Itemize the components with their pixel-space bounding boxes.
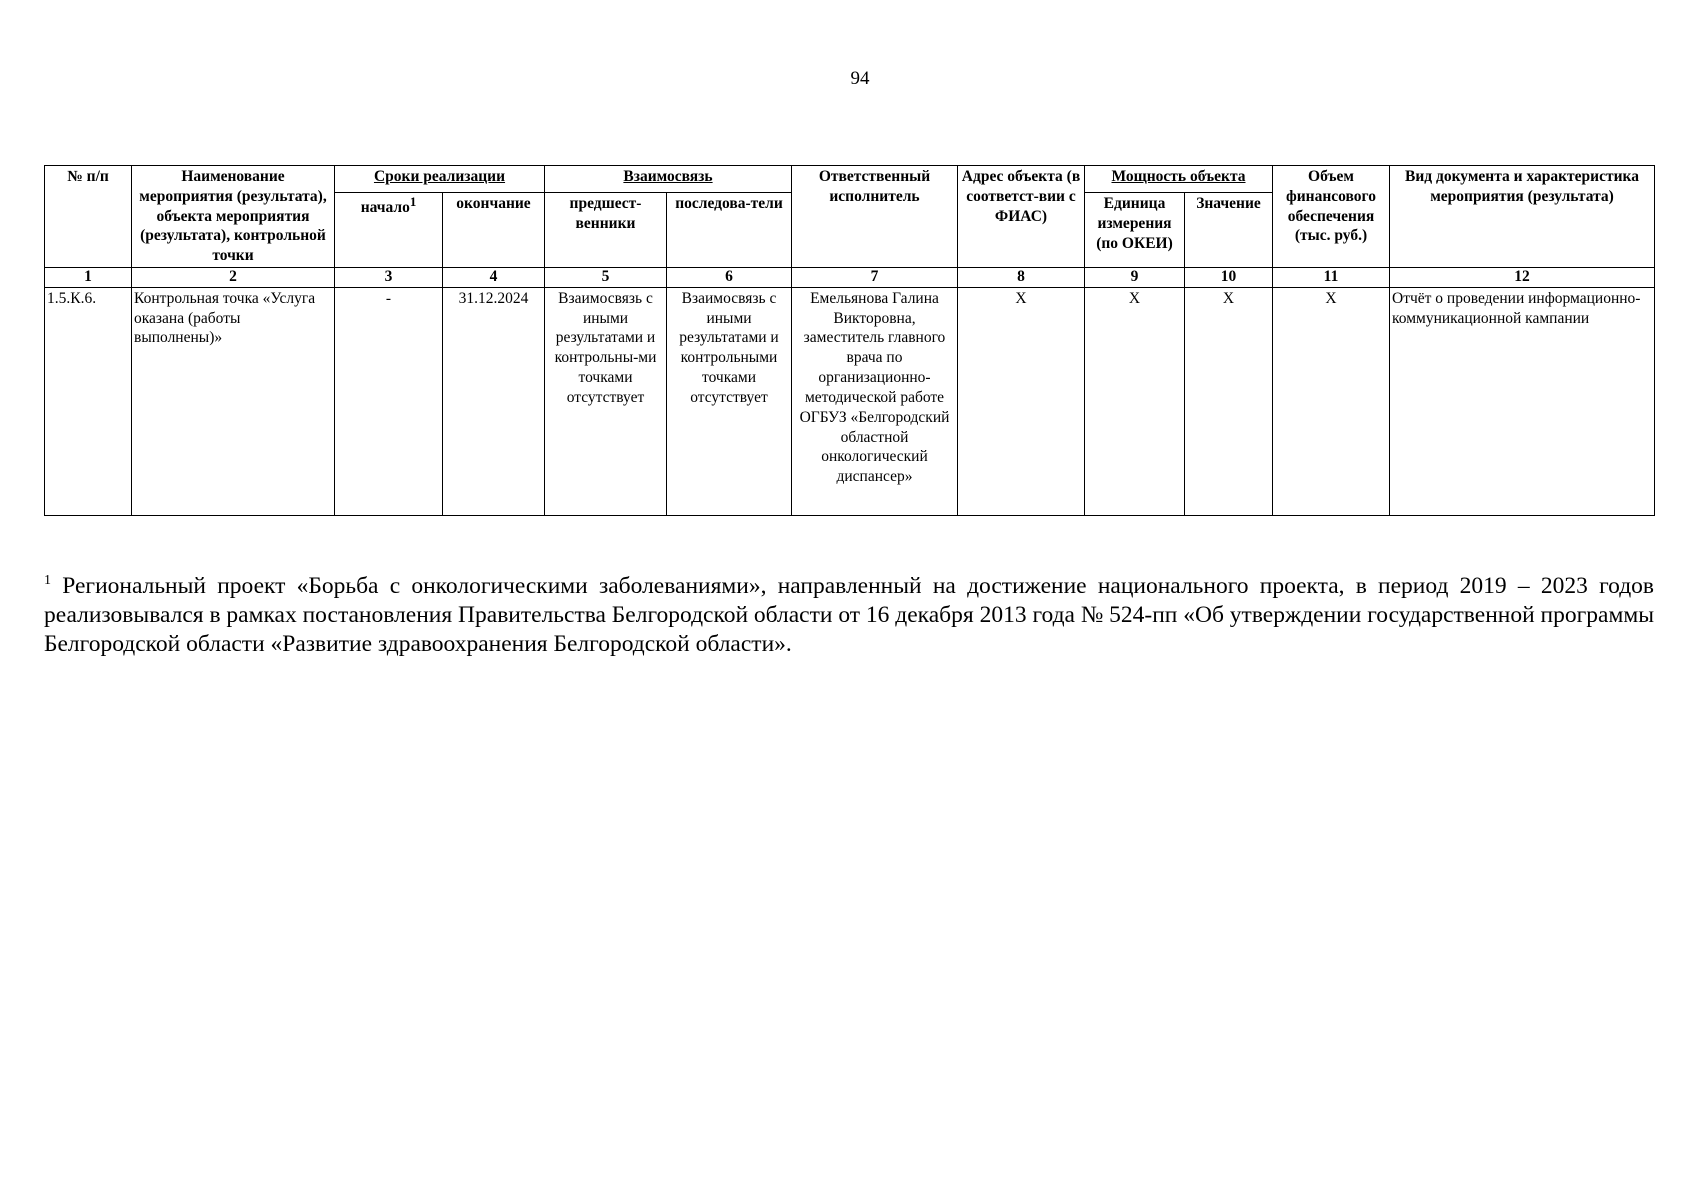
header-unit: Единица измерения (по ОКЕИ) — [1085, 193, 1185, 268]
cell-unit: X — [1085, 287, 1185, 515]
footnote-marker: 1 — [44, 573, 51, 589]
column-number-row — [45, 268, 1655, 288]
header-responsible: Ответственный исполнитель — [792, 166, 958, 268]
cell-value: X — [1185, 287, 1273, 515]
header-doc-type: Вид документа и характеристика мероприятия (результата) — [1390, 166, 1655, 268]
measures-table — [44, 165, 1655, 516]
cell-followers: Взаимосвязь с иными результатами и контрольными точками отсутствует — [667, 287, 792, 515]
column-number: 3 — [335, 268, 443, 288]
header-end: окончание — [443, 193, 545, 268]
footnote-text: Региональный проект «Борьба с онкологическими заболеваниями», направленный на достижение национального проекта, в период 2019 – 2023 годов реализовывался в рамках постановления Правительства Белгородской области от 16 декабря 2013 года № 524-пп «Об утверждении государственной программы Белгородской области «Развитие здравоохранения Белгородской области». — [44, 573, 1655, 657]
column-number: 1 — [45, 268, 132, 288]
header-address: Адрес объекта (в соответст-вии с ФИАС) — [958, 166, 1085, 268]
page-number: 94 — [850, 68, 870, 89]
column-number: 2 — [132, 268, 335, 288]
column-number: 7 — [792, 268, 958, 288]
header-value: Значение — [1185, 193, 1273, 268]
cell-start: - — [335, 287, 443, 515]
header-num: № п/п — [45, 166, 132, 268]
header-terms: Сроки реализации — [335, 166, 545, 193]
cell-predecessors: Взаимосвязь с иными результатами и контрольны-ми точками отсутствует — [545, 287, 667, 515]
header-funding: Объем финансового обеспечения (тыс. руб.) — [1273, 166, 1390, 268]
cell-name: Контрольная точка «Услуга оказана (работы выполнены)» — [132, 287, 335, 515]
cell-funding: X — [1273, 287, 1390, 515]
column-number: 12 — [1390, 268, 1655, 288]
header-predecessors: предшест-венники — [545, 193, 667, 268]
header-name: Наименование мероприятия (результата), объекта мероприятия (результата), контрольной точки — [132, 166, 335, 268]
cell-end: 31.12.2024 — [443, 287, 545, 515]
column-number: 9 — [1085, 268, 1185, 288]
cell-address: X — [958, 287, 1085, 515]
footnote — [44, 572, 1654, 659]
column-number: 6 — [667, 268, 792, 288]
header-followers: последова-тели — [667, 193, 792, 268]
cell-doc-type: Отчёт о проведении информационно-коммуникационной кампании — [1390, 287, 1655, 515]
cell-num: 1.5.К.6. — [45, 287, 132, 515]
footnote-ref: 1 — [409, 194, 417, 210]
table-row — [45, 287, 1655, 515]
cell-responsible: Емельянова Галина Викторовна, заместитель главного врача по организационно-методической работе ОГБУЗ «Белгородский областной онкологический диспансер» — [792, 287, 958, 515]
column-number: 10 — [1185, 268, 1273, 288]
header-row-1 — [45, 166, 1655, 193]
header-capacity: Мощность объекта — [1085, 166, 1273, 193]
column-number: 4 — [443, 268, 545, 288]
column-number: 11 — [1273, 268, 1390, 288]
header-relation: Взаимосвязь — [545, 166, 792, 193]
header-start: начало$^1$ — [335, 193, 443, 268]
column-number: 5 — [545, 268, 667, 288]
column-number: 8 — [958, 268, 1085, 288]
